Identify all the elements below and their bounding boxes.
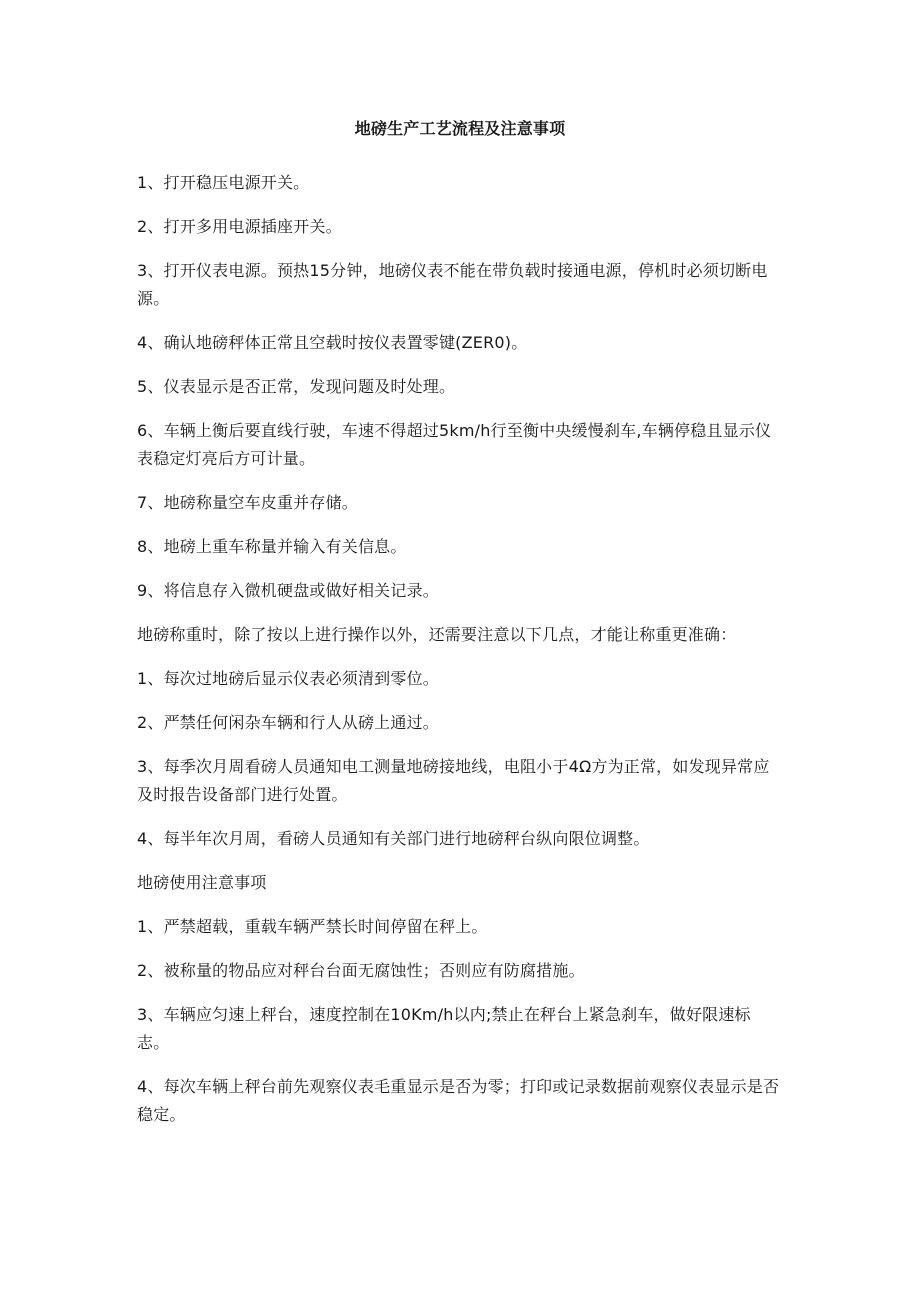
document-title: 地磅生产工艺流程及注意事项 <box>354 119 566 138</box>
usage-note-4: 4、每次车辆上秤台前先观察仪表毛重显示是否为零；打印或记录数据前观察仪表显示是否稳定。 <box>137 1077 780 1124</box>
paragraph-3: 3、打开仪表电源。预热15分钟，地磅仪表不能在带负载时接通电源，停机时必须切断电源。 <box>137 261 768 308</box>
paragraph-5: 5、仪表显示是否正常，发现问题及时处理。 <box>137 377 456 396</box>
weighing-note-2: 2、严禁任何闲杂车辆和行人从磅上通过。 <box>137 713 439 732</box>
paragraph-8: 8、地磅上重车称量并输入有关信息。 <box>137 537 407 556</box>
section-intro-weighing: 地磅称重时，除了按以上进行操作以外，还需要注意以下几点，才能让称重更准确： <box>137 625 737 644</box>
weighing-note-4: 4、每半年次月周，看磅人员通知有关部门进行地磅秤台纵向限位调整。 <box>137 829 650 848</box>
paragraph-4: 4、确认地磅秤体正常且空载时按仪表置零键(ZER0)。 <box>137 333 528 352</box>
usage-note-1: 1、严禁超载，重载车辆严禁长时间停留在秤上。 <box>137 917 488 936</box>
document-body <box>137 169 783 1145</box>
usage-note-2: 2、被称量的物品应对秤台台面无腐蚀性；否则应有防腐措施。 <box>137 961 585 980</box>
weighing-note-3: 3、每季次月周看磅人员通知电工测量地磅接地线，电阻小于4Ω方为正常，如发现异常应及时报告设备部门进行处置。 <box>137 757 770 804</box>
paragraph-9: 9、将信息存入微机硬盘或做好相关记录。 <box>137 581 439 600</box>
paragraph-2: 2、打开多用电源插座开关。 <box>137 217 342 236</box>
paragraph-1: 1、打开稳压电源开关。 <box>137 173 310 192</box>
usage-note-3: 3、车辆应匀速上秤台，速度控制在10Km/h以内;禁止在秤台上紧急刹车，做好限速标志。 <box>137 1005 751 1052</box>
paragraph-6: 6、车辆上衡后要直线行驶，车速不得超过5km/h行至衡中央缓慢刹车,车辆停稳且显示仪表稳定灯亮后方可计量。 <box>137 421 772 468</box>
weighing-note-1: 1、每次过地磅后显示仪表必须清到零位。 <box>137 669 439 688</box>
paragraph-7: 7、地磅称量空车皮重并存储。 <box>137 493 358 512</box>
section-heading-usage: 地磅使用注意事项 <box>137 873 267 892</box>
